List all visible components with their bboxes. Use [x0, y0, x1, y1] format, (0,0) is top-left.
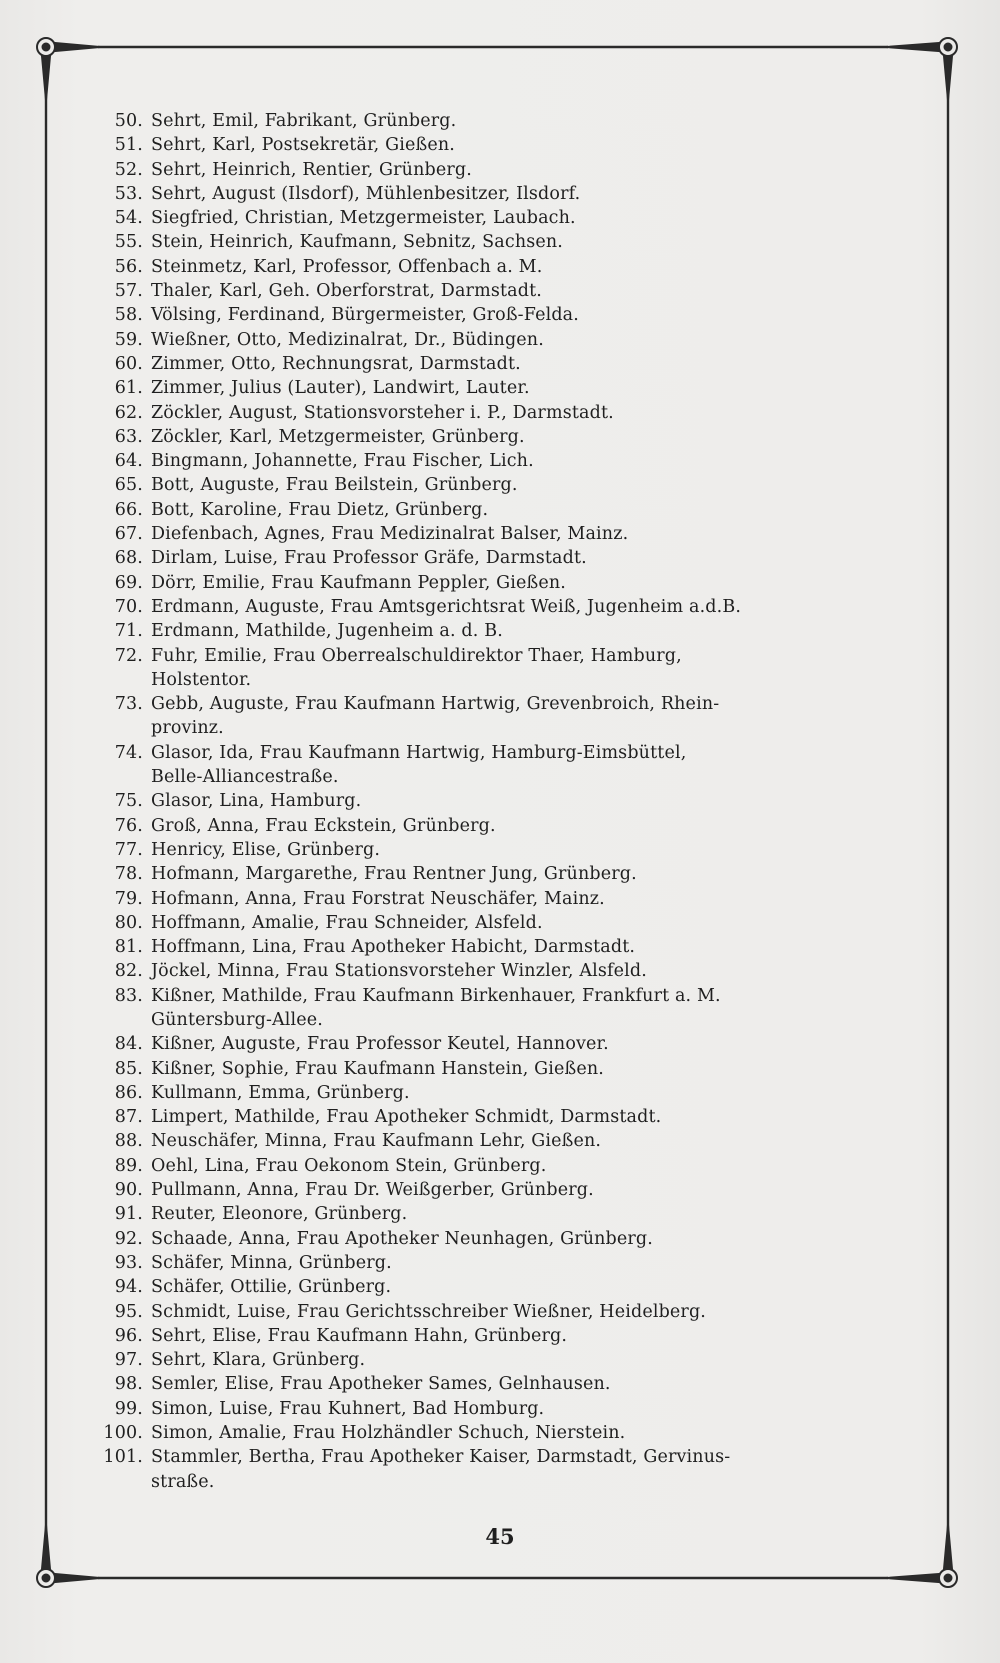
entry-number: 79.	[114, 888, 143, 909]
list-item	[98, 644, 898, 693]
entry-text: Sehrt, Emil, Fabrikant, Grünberg.	[151, 111, 457, 131]
entry-text: Bingmann, Johannette, Frau Fischer, Lich.	[151, 451, 534, 472]
list-item	[98, 1421, 898, 1445]
entry-number: 68.	[114, 548, 143, 569]
entry-text: Bott, Auguste, Frau Beilstein, Grünberg.	[151, 475, 518, 496]
list-item	[98, 279, 898, 303]
page-number: 45	[485, 1524, 515, 1549]
entry-number: 88.	[114, 1131, 143, 1152]
entry-text: Groß, Anna, Frau Eckstein, Grünberg.	[151, 815, 496, 836]
entry-number: 62.	[114, 402, 143, 423]
entry-text: Sehrt, Elise, Frau Kaufmann Hahn, Grünberg.	[151, 1325, 568, 1346]
entry-text: Zöckler, August, Stationsvorsteher i. P., Darmstadt.	[151, 402, 614, 423]
entry-number: 87.	[114, 1107, 143, 1128]
entry-number: 99.	[114, 1398, 143, 1419]
entry-text: Pullmann, Anna, Frau Dr. Weißgerber, Grünberg.	[151, 1180, 594, 1201]
entry-text: Semler, Elise, Frau Apotheker Sames, Gelnhausen.	[151, 1374, 611, 1395]
entry-number: 60.	[114, 353, 143, 374]
entry-text: Kullmann, Emma, Grünberg.	[151, 1082, 410, 1103]
list-item	[98, 1324, 898, 1348]
entry-text: Hoffmann, Amalie, Frau Schneider, Alsfeld.	[151, 912, 543, 933]
list-item	[98, 255, 898, 279]
entry-number: 94.	[114, 1277, 143, 1298]
entry-text: Glasor, Lina, Hamburg.	[151, 791, 362, 812]
entry-text: Hofmann, Margarethe, Frau Rentner Jung, Grünberg.	[151, 864, 637, 885]
list-item	[98, 1178, 898, 1202]
list-item	[98, 498, 898, 522]
entry-text: Erdmann, Mathilde, Jugenheim a. d. B.	[151, 621, 503, 642]
list-item	[98, 546, 898, 570]
list-item	[98, 1057, 898, 1081]
list-item	[98, 1154, 898, 1178]
entry-text: Sehrt, Heinrich, Rentier, Grünberg.	[151, 159, 472, 180]
list-item	[98, 1300, 898, 1324]
entry-text: Völsing, Ferdinand, Bürgermeister, Groß-Felda.	[151, 305, 579, 326]
list-item	[98, 1032, 898, 1056]
entry-number: 76.	[114, 815, 143, 836]
entry-text: Schaade, Anna, Frau Apotheker Neunhagen, Grünberg.	[151, 1228, 653, 1249]
entry-continuation: Holstentor.	[151, 669, 252, 690]
entry-number: 69.	[114, 572, 143, 593]
entry-text: Henricy, Elise, Grünberg.	[151, 839, 381, 860]
entry-number: 80.	[114, 912, 143, 933]
corner-ornament-top-left	[37, 38, 100, 100]
entry-number: 71.	[114, 621, 143, 642]
list-item	[98, 352, 898, 376]
entry-number: 54.	[114, 208, 143, 229]
list-item	[98, 1251, 898, 1275]
entry-text: Sehrt, August (Ilsdorf), Mühlenbesitzer, Ilsdorf.	[151, 183, 581, 204]
entry-text: Schmidt, Luise, Frau Gerichtsschreiber Wießner, Heidelberg.	[151, 1301, 707, 1322]
entry-text: Zimmer, Julius (Lauter), Landwirt, Lauter.	[151, 378, 530, 399]
entry-text: Gebb, Auguste, Frau Kaufmann Hartwig, Grevenbroich, Rhein-	[151, 694, 720, 715]
member-list	[98, 109, 898, 1494]
entry-text: Sehrt, Klara, Grünberg.	[151, 1350, 366, 1371]
entry-number: 85.	[114, 1058, 143, 1079]
entry-number: 61.	[114, 378, 143, 399]
entry-number: 57.	[114, 281, 143, 302]
entry-number: 53.	[114, 183, 143, 204]
entry-number: 74.	[114, 742, 143, 763]
entry-number: 75.	[114, 791, 143, 812]
entry-number: 90.	[114, 1180, 143, 1201]
entry-number: 52.	[114, 159, 143, 180]
entry-number: 89.	[114, 1155, 143, 1176]
entry-text: Reuter, Eleonore, Grünberg.	[151, 1204, 408, 1225]
entry-number: 50.	[114, 111, 143, 131]
entry-number: 98.	[114, 1374, 143, 1395]
entry-number: 51.	[114, 135, 143, 156]
entry-continuation: straße.	[151, 1471, 215, 1492]
entry-text: Fuhr, Emilie, Frau Oberrealschuldirektor Thaer, Hamburg,	[151, 645, 682, 666]
entry-text: Glasor, Ida, Frau Kaufmann Hartwig, Hamburg-Eimsbüttel,	[151, 742, 687, 763]
entry-text: Zöckler, Karl, Metzgermeister, Grünberg.	[151, 426, 525, 447]
entry-text: Simon, Amalie, Frau Holzhändler Schuch, Nierstein.	[151, 1423, 626, 1444]
entry-number: 77.	[114, 839, 143, 860]
list-item	[98, 595, 898, 619]
entry-number: 58.	[114, 305, 143, 326]
list-item	[98, 935, 898, 959]
list-item	[98, 182, 898, 206]
list-item	[98, 692, 898, 741]
entry-number: 81.	[114, 937, 143, 958]
entry-text: Diefenbach, Agnes, Frau Medizinalrat Balser, Mainz.	[151, 524, 629, 545]
entry-number: 101.	[103, 1447, 143, 1468]
entry-text: Stammler, Bertha, Frau Apotheker Kaiser, Darmstadt, Gervinus-	[151, 1447, 731, 1468]
list-item	[98, 1129, 898, 1153]
entry-text: Neuschäfer, Minna, Frau Kaufmann Lehr, Gießen.	[151, 1131, 602, 1152]
entry-text: Stein, Heinrich, Kaufmann, Sebnitz, Sachsen.	[151, 232, 564, 253]
entry-text: Siegfried, Christian, Metzgermeister, Laubach.	[151, 208, 576, 229]
list-item	[98, 862, 898, 886]
entry-text: Wießner, Otto, Medizinalrat, Dr., Büdingen.	[151, 329, 544, 350]
entry-number: 56.	[114, 256, 143, 277]
list-item	[98, 1372, 898, 1396]
entry-number: 96.	[114, 1325, 143, 1346]
list-item	[98, 303, 898, 327]
list-item	[98, 1202, 898, 1226]
list-item	[98, 328, 898, 352]
entry-number: 70.	[114, 596, 143, 617]
list-item	[98, 230, 898, 254]
list-item	[98, 1105, 898, 1129]
list-item	[98, 133, 898, 157]
entry-text: Kißner, Sophie, Frau Kaufmann Hanstein, Gießen.	[151, 1058, 604, 1079]
entry-text: Sehrt, Karl, Postsekretär, Gießen.	[151, 135, 455, 156]
entry-number: 65.	[114, 475, 143, 496]
entry-number: 95.	[114, 1301, 143, 1322]
list-item	[98, 1348, 898, 1372]
entry-number: 64.	[114, 451, 143, 472]
list-item	[98, 206, 898, 230]
entry-text: Limpert, Mathilde, Frau Apotheker Schmidt, Darmstadt.	[151, 1107, 662, 1128]
list-item	[98, 158, 898, 182]
entry-number: 55.	[114, 232, 143, 253]
entry-text: Steinmetz, Karl, Professor, Offenbach a. M.	[151, 256, 543, 277]
entry-number: 92.	[114, 1228, 143, 1249]
entry-text: Bott, Karoline, Frau Dietz, Grünberg.	[151, 499, 489, 520]
entry-text: Erdmann, Auguste, Frau Amtsgerichtsrat Weiß, Jugenheim a.d.B.	[151, 596, 742, 617]
entry-number: 67.	[114, 524, 143, 545]
list-item	[98, 473, 898, 497]
entry-number: 59.	[114, 329, 143, 350]
list-item	[98, 1227, 898, 1251]
entry-continuation: Belle-Alliancestraße.	[151, 767, 339, 788]
entry-text: Jöckel, Minna, Frau Stationsvorsteher Winzler, Alsfeld.	[151, 961, 647, 982]
entry-number: 100.	[103, 1423, 143, 1444]
list-item	[98, 887, 898, 911]
entry-text: Oehl, Lina, Frau Oekonom Stein, Grünberg.	[151, 1155, 547, 1176]
list-item	[98, 522, 898, 546]
list-item	[98, 984, 898, 1033]
entry-number: 91.	[114, 1204, 143, 1225]
list-item	[98, 109, 898, 133]
list-item	[98, 571, 898, 595]
entry-text: Thaler, Karl, Geh. Oberforstrat, Darmstadt.	[151, 281, 542, 302]
entry-number: 78.	[114, 864, 143, 885]
entry-number: 66.	[114, 499, 143, 520]
list-item	[98, 1275, 898, 1299]
entry-number: 73.	[114, 694, 143, 715]
entry-text: Kißner, Mathilde, Frau Kaufmann Birkenhauer, Frankfurt a. M.	[151, 985, 721, 1006]
entry-number: 93.	[114, 1252, 143, 1273]
list-item	[98, 449, 898, 473]
list-item	[98, 619, 898, 643]
entry-number: 97.	[114, 1350, 143, 1371]
list-item	[98, 741, 898, 790]
entry-text: Zimmer, Otto, Rechnungsrat, Darmstadt.	[151, 353, 521, 374]
list-item	[98, 838, 898, 862]
list-item	[98, 425, 898, 449]
entry-text: Schäfer, Minna, Grünberg.	[151, 1252, 392, 1273]
entry-text: Hoffmann, Lina, Frau Apotheker Habicht, Darmstadt.	[151, 937, 636, 958]
list-item	[98, 1397, 898, 1421]
entry-continuation: provinz.	[151, 718, 224, 739]
entry-number: 63.	[114, 426, 143, 447]
entry-number: 83.	[114, 985, 143, 1006]
list-item	[98, 1445, 898, 1494]
entry-continuation: Güntersburg-Allee.	[151, 1009, 324, 1030]
corner-ornament-top-right	[886, 38, 957, 100]
entry-text: Kißner, Auguste, Frau Professor Keutel, Hannover.	[151, 1034, 609, 1055]
list-item	[98, 789, 898, 813]
list-item	[98, 814, 898, 838]
list-item	[98, 401, 898, 425]
entry-text: Hofmann, Anna, Frau Forstrat Neuschäfer, Mainz.	[151, 888, 605, 909]
entry-text: Schäfer, Ottilie, Grünberg.	[151, 1277, 392, 1298]
entry-number: 72.	[114, 645, 143, 666]
entry-text: Dörr, Emilie, Frau Kaufmann Peppler, Gießen.	[151, 572, 566, 593]
entry-text: Dirlam, Luise, Frau Professor Gräfe, Darmstadt.	[151, 548, 587, 569]
entry-number: 82.	[114, 961, 143, 982]
entry-text: Simon, Luise, Frau Kuhnert, Bad Homburg.	[151, 1398, 545, 1419]
list-item	[98, 959, 898, 983]
entry-number: 84.	[114, 1034, 143, 1055]
entry-number: 86.	[114, 1082, 143, 1103]
list-item	[98, 911, 898, 935]
list-item	[98, 1081, 898, 1105]
list-item	[98, 376, 898, 400]
